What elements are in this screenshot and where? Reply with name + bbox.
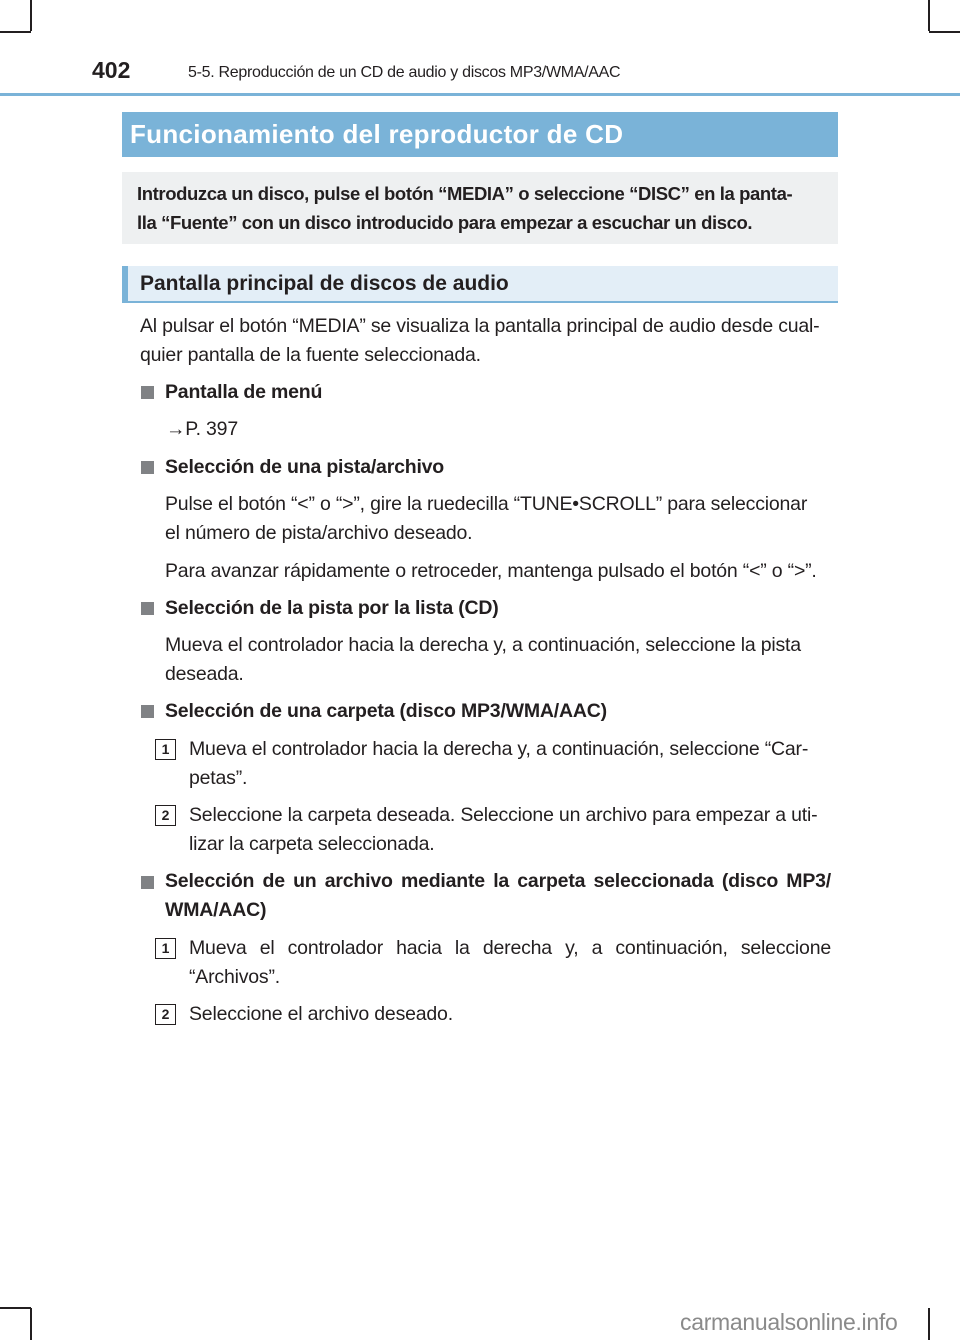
bullet-square-icon xyxy=(141,602,154,615)
body-line: Al pulsar el botón “MEDIA” se visualiza la pantalla principal de audio desde cual- xyxy=(140,315,820,337)
body-line: Pulse el botón “<” o “>”, gire la ruedecilla “TUNE•SCROLL” para seleccionar xyxy=(165,493,808,515)
menu-screen-heading: Pantalla de menú xyxy=(165,381,323,403)
step-number-badge: 1 xyxy=(155,739,176,760)
page-reference-link[interactable]: →P. 397 xyxy=(166,418,238,440)
folder-step-text xyxy=(189,801,831,859)
file-step-text: Seleccione el archivo deseado. xyxy=(189,1003,453,1025)
track-select-note: Para avanzar rápidamente o retroceder, mantenga pulsado el botón “<” o “>”. xyxy=(165,560,817,582)
bullet-square-icon xyxy=(141,461,154,474)
body-line: el número de pista/archivo deseado. xyxy=(165,522,473,544)
crop-mark xyxy=(929,31,960,33)
folder-step-text xyxy=(189,735,831,793)
crop-mark xyxy=(928,0,930,31)
bullet-square-icon xyxy=(141,876,154,889)
step-number-badge: 2 xyxy=(155,805,176,826)
subsection-title: Pantalla principal de discos de audio xyxy=(122,266,838,303)
step-line: lizar la carpeta seleccionada. xyxy=(189,833,435,855)
bullet-square-icon xyxy=(141,705,154,718)
step-line: Mueva el controlador hacia la derecha y, a continuación, seleccione xyxy=(189,937,831,959)
track-list-heading: Selección de la pista por la lista (CD) xyxy=(165,597,499,619)
file-select-heading xyxy=(165,867,831,925)
step-number-badge: 1 xyxy=(155,938,176,959)
folder-select-heading: Selección de una carpeta (disco MP3/WMA/AAC) xyxy=(165,700,607,722)
step-line: Seleccione la carpeta deseada. Seleccione un archivo para empezar a uti- xyxy=(189,804,818,826)
track-list-body xyxy=(165,631,831,689)
page-number: 402 xyxy=(92,57,131,83)
chapter-title: 5-5. Reproducción de un CD de audio y discos MP3/WMA/AAC xyxy=(188,64,621,81)
watermark-text: carmanualsonline.info xyxy=(680,1309,898,1335)
subsection-body xyxy=(140,312,831,370)
step-line: Mueva el controlador hacia la derecha y, a continuación, seleccione “Car- xyxy=(189,738,809,760)
crop-mark xyxy=(928,1308,930,1340)
header-rule xyxy=(0,93,960,96)
step-line: “Archivos”. xyxy=(189,966,280,988)
crop-mark xyxy=(0,1307,31,1309)
crop-mark xyxy=(0,31,31,33)
crop-mark xyxy=(30,0,32,31)
section-title: Funcionamiento del reproductor de CD xyxy=(122,112,838,157)
crop-mark xyxy=(30,1308,32,1340)
intro-line: Introduzca un disco, pulse el botón “MEDIA” o seleccione “DISC” en la panta- xyxy=(137,183,793,204)
intro-box xyxy=(122,172,838,244)
heading-line: WMA/AAC) xyxy=(165,899,267,921)
body-line: deseada. xyxy=(165,663,244,685)
intro-line: lla “Fuente” con un disco introducido para empezar a escuchar un disco. xyxy=(137,212,753,233)
body-line: Mueva el controlador hacia la derecha y, a continuación, seleccione la pista xyxy=(165,634,801,656)
file-step-text xyxy=(189,934,831,992)
step-line: petas”. xyxy=(189,767,248,789)
step-number-badge: 2 xyxy=(155,1004,176,1025)
body-line: quier pantalla de la fuente seleccionada. xyxy=(140,344,481,366)
bullet-square-icon xyxy=(141,386,154,399)
heading-line: Selección de un archivo mediante la carpeta seleccionada (disco MP3/ xyxy=(165,870,831,892)
track-select-body xyxy=(165,490,831,548)
track-select-heading: Selección de una pista/archivo xyxy=(165,456,445,478)
